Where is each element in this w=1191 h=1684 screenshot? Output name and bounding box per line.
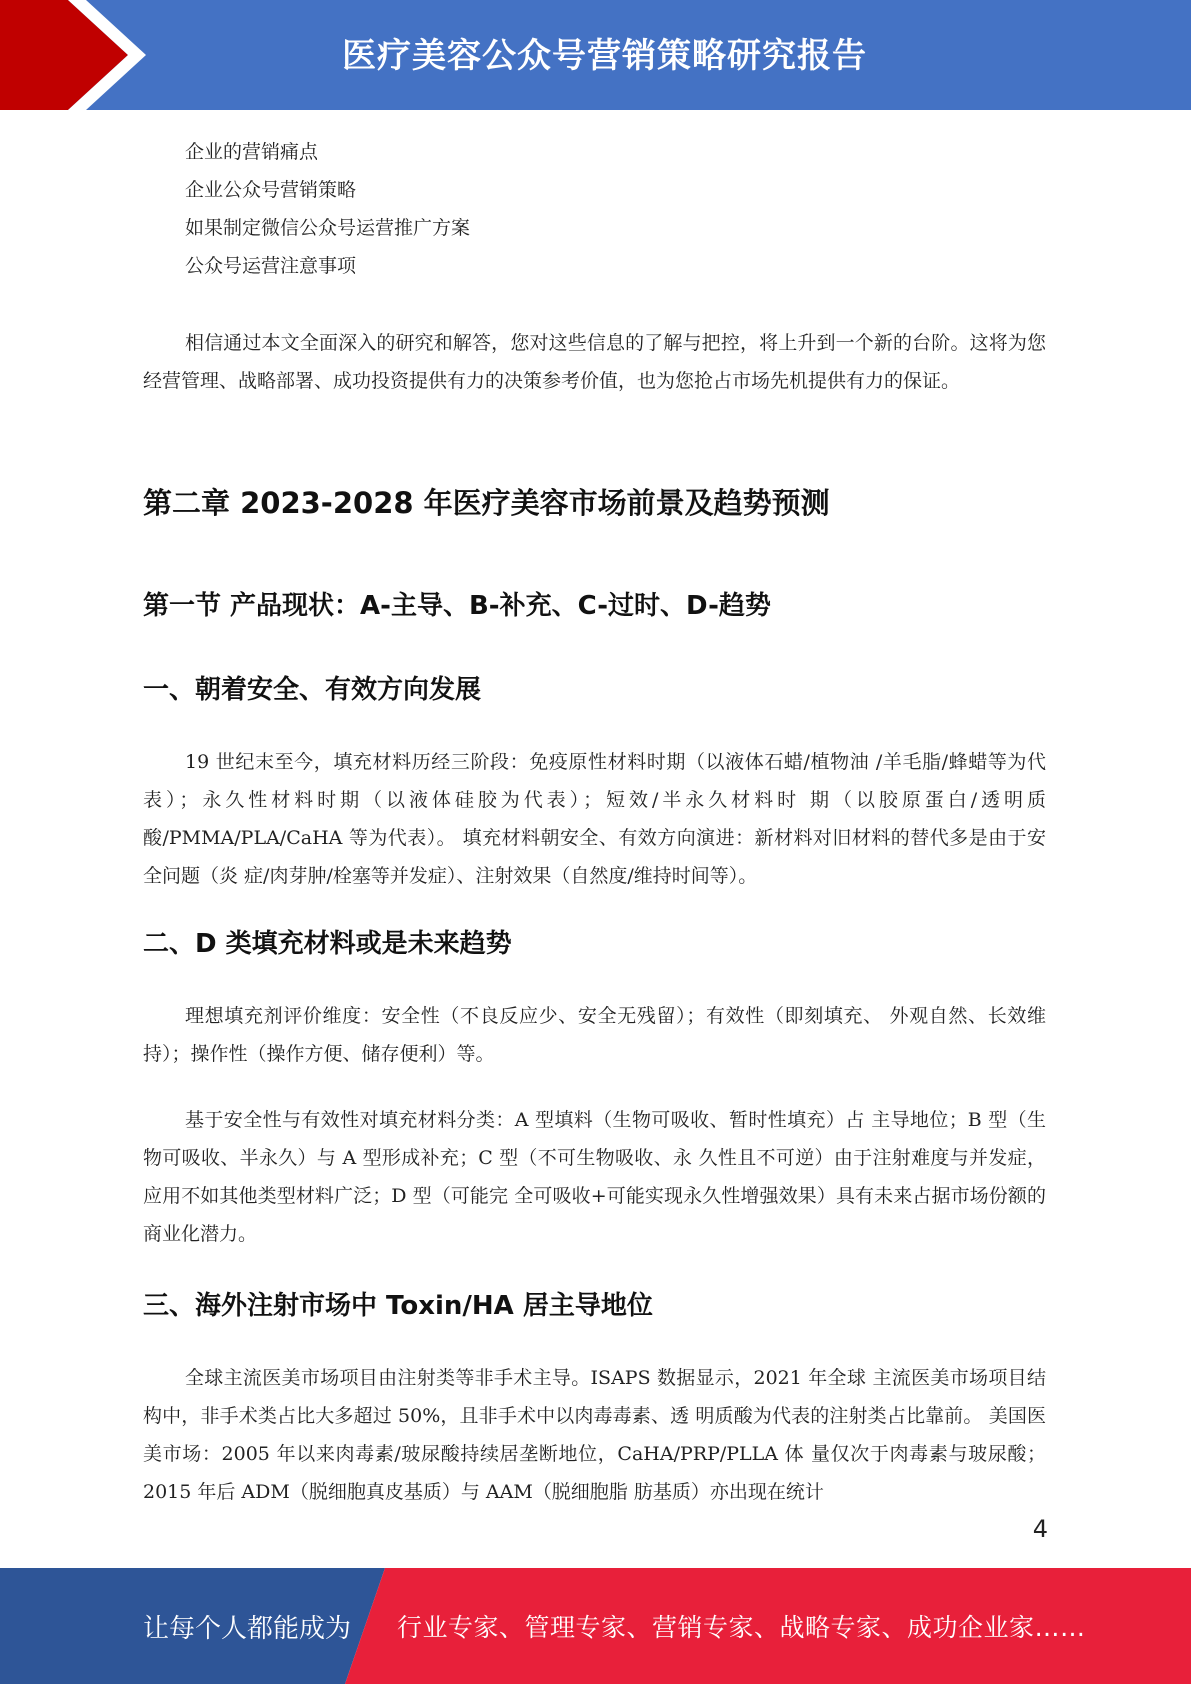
- body-paragraph: 基于安全性与有效性对填充材料分类：A 型填料（生物可吸收、暂时性填充）占 主导地位；B 型（生物可吸收、半永久）与 A 型形成补充；C 型（不可生物吸收、永 久性且不可逆）由于注射难度与并发症，应用不如其他类型材料广泛；D 型（可能完 全可吸收+可能实现永久性增强效果）具有未来占据市场份额的商业化潜力。: [143, 1109, 1046, 1245]
- contents-item: 企业的营销痛点: [185, 141, 319, 163]
- footer-slogan-left: 让每个人都能成为: [143, 1614, 352, 1644]
- body-paragraph: 全球主流医美市场项目由注射类等非手术主导。ISAPS 数据显示，2021 年全球 主流医美市场项目结构中，非手术类占比大多超过 50%，且非手术中以肉毒毒素、透 明质酸为代表的注射类占比靠前。 美国医美市场：2005 年以来肉毒素/玻尿酸持续居垄断地位，CaHA/PRP/PLLA 体 量仅次于肉毒素与玻尿酸；2015 年后 ADM（脱细胞真皮基质）与 AAM（脱细胞脂 肪基质）亦出现在统计: [143, 1367, 1046, 1503]
- body-paragraph: 19 世纪末至今，填充材料历经三阶段：免疫原性材料时期（以液体石蜡/植物油 /羊毛脂/蜂蜡等为代表）；永久性材料时期（以液体硅胶为代表）；短效/半永久材料时 期（以胶原蛋白/透明质酸/PMMA/PLA/CaHA 等为代表）。 填充材料朝安全、有效方向演进：新材料对旧材料的替代多是由于安全问题（炎 症/肉芽肿/栓塞等并发症）、注射效果（自然度/维持时间等）。: [143, 751, 1046, 887]
- chapter-title: 第二章 2023-2028 年医疗美容市场前景及趋势预测: [143, 486, 830, 520]
- subsection-heading: 三、海外注射市场中 Toxin/HA 居主导地位: [143, 1291, 653, 1321]
- footer-bar: [0, 1568, 1191, 1684]
- intro-paragraph: 相信通过本文全面深入的研究和解答，您对这些信息的了解与把控，将上升到一个新的台阶。这将为您经营管理、战略部署、成功投资提供有力的决策参考价值，也为您抢占市场先机提供有力的保证。: [143, 332, 1046, 392]
- section-title: 第一节 产品现状：A-主导、B-补充、C-过时、D-趋势: [143, 591, 771, 621]
- footer-slogan-right: 行业专家、管理专家、营销专家、战略专家、成功企业家……: [397, 1613, 1086, 1642]
- contents-item: 公众号运营注意事项: [185, 255, 357, 277]
- subsection-heading: 一、朝着安全、有效方向发展: [143, 675, 482, 705]
- report-title: 医疗美容公众号营销策略研究报告: [342, 36, 867, 76]
- contents-item: 企业公众号营销策略: [185, 179, 357, 201]
- header-bar: [0, 0, 1191, 110]
- page-number: 4: [1032, 1515, 1048, 1543]
- contents-item: 如果制定微信公众号运营推广方案: [185, 217, 471, 239]
- body-paragraph: 理想填充剂评价维度：安全性（不良反应少、安全无残留）；有效性（即刻填充、 外观自然、长效维持）；操作性（操作方便、储存便利）等。: [143, 1005, 1046, 1065]
- subsection-heading: 二、D 类填充材料或是未来趋势: [143, 929, 512, 959]
